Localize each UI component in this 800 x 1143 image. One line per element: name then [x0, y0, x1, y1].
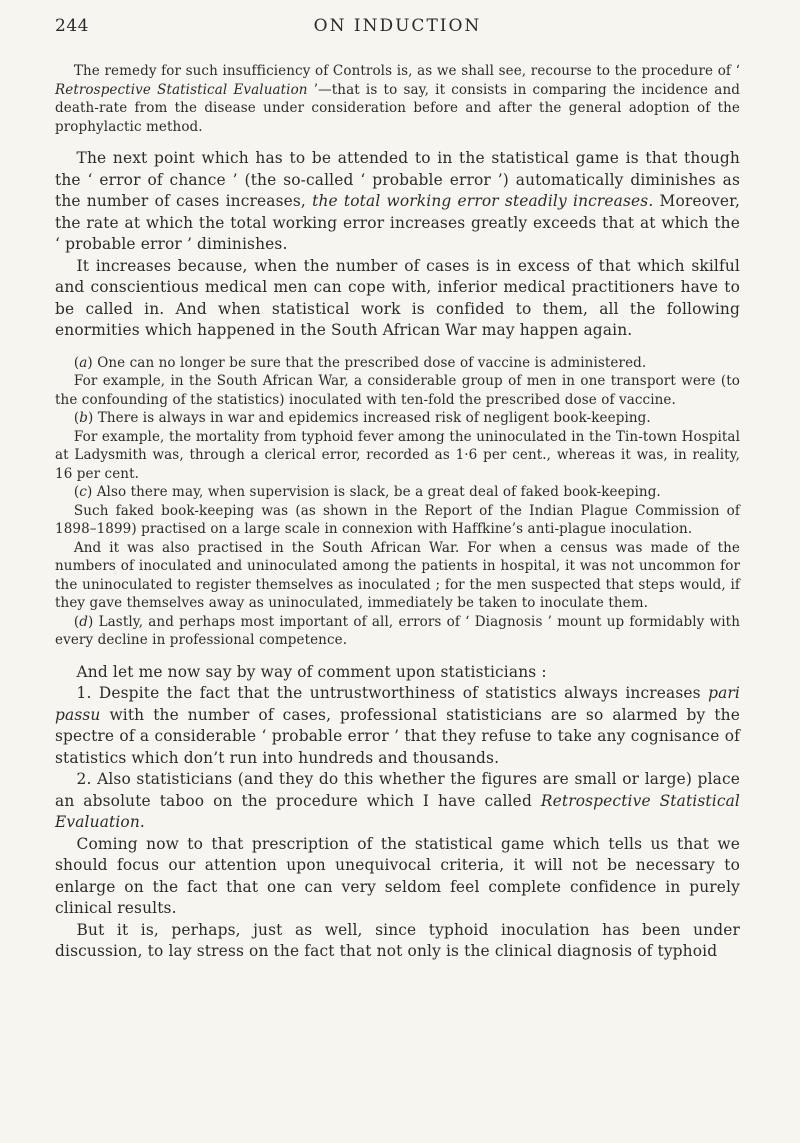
- section-retrospective-remedy: [55, 62, 740, 136]
- list-item-d: (d) Lastly, and perhaps most important of all, errors of ‘ Diagnosis ’ mount up formidably with every decline in professional competence.: [55, 613, 740, 648]
- section-working-error: [55, 148, 740, 342]
- detail-c-2: And it was also practised in the South African War. For when a census was made of the numbers of inoculated and uninoculated among the patients in hospital, it was not uncommon for the uninoculated to register themselves as inoculated ; for the men suspected that steps would, if they gave themselves away as uninoculated, immediately be taken to inoculate them.: [55, 539, 740, 611]
- page-number: 244: [55, 16, 89, 36]
- paragraph-remedy: The remedy for such insufficiency of Controls is, as we shall see, recourse to the procedure of ‘ Retrospective Statistical Evaluation ’—that is to say, it consists in comparing the incidence and death-rate from the disease under consideration before and after the general adoption of the prophylactic method.: [55, 63, 740, 135]
- paragraph-comment-intro: And let me now say by way of comment upon statisticians :: [76, 662, 547, 681]
- term-pari-passu: pari passu: [55, 684, 740, 724]
- section-enormities-list: [55, 354, 740, 650]
- list-item-b: (b) There is always in war and epidemics increased risk of negligent book-keeping.: [73, 410, 651, 426]
- term-retrospective-evaluation: Retrospective Statistical Evaluation: [55, 81, 308, 98]
- running-head: [55, 16, 740, 42]
- list-item-c: (c) Also there may, when supervision is slack, be a great deal of faked book-keeping.: [73, 484, 661, 500]
- numbered-item-1: 1. Despite the fact that the untrustworthiness of statistics always increases pari passu with the number of cases, professional statisticians are so alarmed by the spectre of a considerable ‘ probable error ’ that they refuse to take any cognisance of statistics which don’t run into hundreds and thousands.: [55, 684, 740, 767]
- example-b: For example, the mortality from typhoid fever among the uninoculated in the Tin-town Hospital at Ladysmith was, through a clerical error, recorded as 1·6 per cent., whereas it was, in reality, 16 per cent.: [55, 428, 740, 482]
- emphasis-total-working-error: the total working error steadily increases.: [312, 192, 654, 210]
- numbered-item-2: 2. Also statisticians (and they do this whether the figures are small or large) place an absolute taboo on the procedure which I have called Retrospective Statistical Evaluation.: [55, 770, 740, 831]
- section-statisticians-comment: [55, 662, 740, 963]
- term-retrospective-evaluation-2: Retrospective Statistical Evaluation: [55, 791, 740, 831]
- detail-c-1: Such faked book-keeping was (as shown in the Report of the Indian Plague Commission of 1898–1899) practised on a large scale in connexion with Haffkine’s anti-plague inoculation.: [55, 502, 740, 537]
- example-a: For example, in the South African War, a considerable group of men in one transport were (to the confounding of the statistics) inoculated with ten-fold the prescribed dose of vaccine.: [55, 373, 740, 408]
- paragraph-working-error: The next point which has to be attended to in the statistical game is that though the ‘ error of chance ’ (the so-called ‘ probable error ’) automatically diminishes as the number of cases increases, the total working error steadily increases. Moreover, the rate at which the total working error increases greatly exceeds that at which the ‘ probable error ’ diminishes.: [55, 149, 741, 253]
- paragraph-typhoid-diagnosis: But it is, perhaps, just as well, since typhoid inoculation has been under discussion, to lay stress on the fact that not only is the clinical diagnosis of typhoid: [55, 920, 740, 960]
- paragraph-unequivocal-criteria: Coming now to that prescription of the statistical game which tells us that we should focus our attention upon unequivocal criteria, it will not be necessary to enlarge on the fact that one can very seldom feel complete confidence in purely clinical results.: [55, 834, 740, 917]
- paragraph-enormities: It increases because, when the number of cases is in excess of that which skilful and conscientious medical men can cope with, inferior medical practitioners have to be called in. And when statistical work is confided to them, all the following enormities which happened in the South African War may happen again.: [55, 256, 740, 339]
- list-item-a: (a) One can no longer be sure that the prescribed dose of vaccine is administered.: [73, 354, 647, 371]
- running-title: ON INDUCTION: [313, 16, 482, 36]
